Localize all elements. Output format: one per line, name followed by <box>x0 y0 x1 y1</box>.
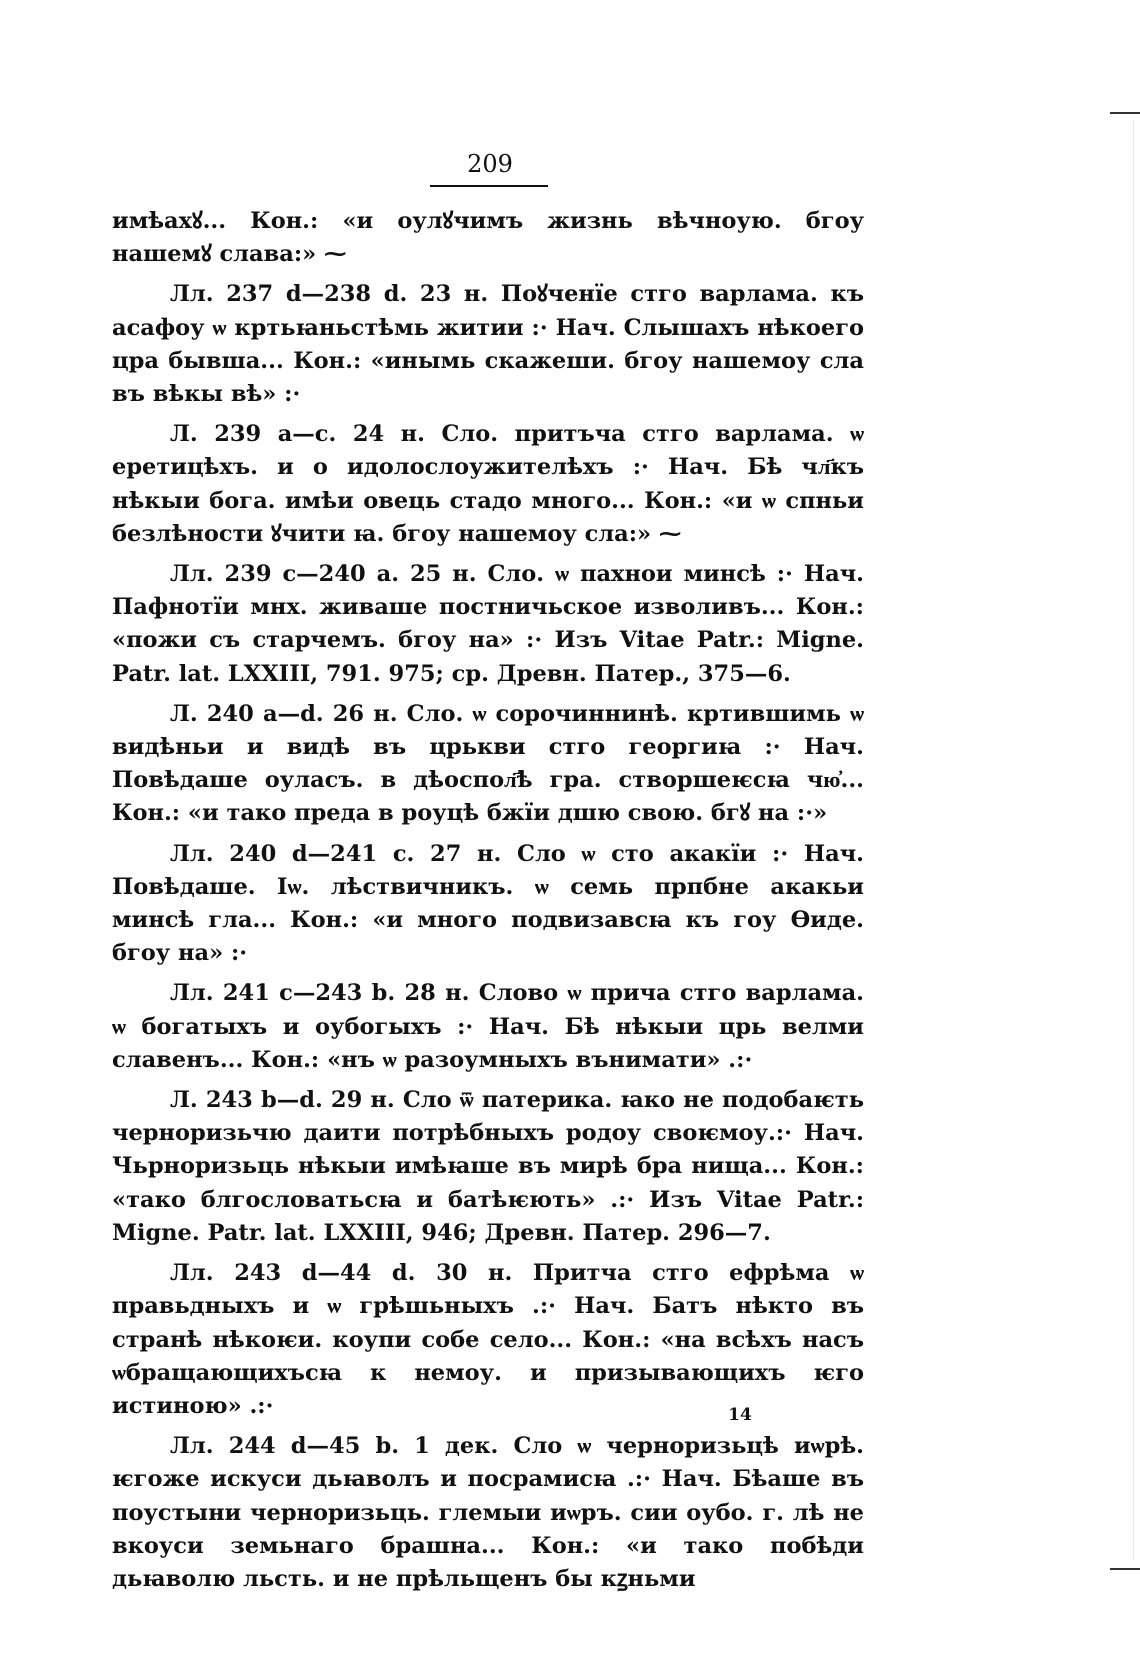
page-number-rule <box>430 185 548 187</box>
entry-paragraph: Л. 239 а—с. 24 н. Сло. притъча стго варлама. ѡ еретицѣхъ. и о идолослоужителѣхъ :· Нач. Бѣ чл҃къ нѣкыи бога. имѣи овець стадо много... Кон.: «и ѡ спньи безлѣности ꙋчити ꙗ. бгоу нашемоу сла:» ⁓ <box>112 421 864 547</box>
entry-paragraph: Лл. 243 d—44 d. 30 н. Притча стго ефрѣма ѡ правьдныхъ и ѡ грѣшьныхъ .:· Нач. Батъ нѣкто въ странѣ нѣкоѥи. коупи собе село... Кон.: «на всѣхъ насъ ѡбращающихъсꙗ к немоу. и призывающихъ ѥго истиною» .:· <box>112 1260 864 1419</box>
entry-paragraph: Лл. 240 d—241 с. 27 н. Сло ѡ сто акакїи :· Нач. Повѣдаше. Іѡ. лѣствичникъ. ѡ семь прпбне акакьи минсѣ гла... Кон.: «и много подвизавсꙗ къ гоу Ѳиде. бгоу на» :· <box>112 840 864 967</box>
entry-paragraph: Л. 243 b—d. 29 н. Сло ѿ патерика. ꙗко не подобаѥть черноризьчю даити потрѣбныхъ родоу своѥмоу.:· Нач. Чьрноризьць нѣкыи имѣꙗше въ мирѣ бра нища... Кон.: «тако блгословатьсꙗ и батѣѥють» .:· Изъ Vitae Patr.: Migne. Patr. lat. LXXIII, 946; Древн. Патер. 296—7. <box>112 1087 864 1246</box>
body-text <box>112 205 864 1603</box>
entry-paragraph: Лл. 239 с—240 а. 25 н. Сло. ѡ пахнои минсѣ :· Нач. Пафнотїи мнх. живаше постничьское изволивъ... Кон.: «пожи съ старчемъ. бгоу на» :· Изъ Vitae Patr.: Migne. Patr. lat. LXXIII, 791. 975; ср. Древн. Патер., 375—6. <box>112 561 864 687</box>
page-number: 209 <box>467 150 513 178</box>
entry-paragraph: Лл. 244 d—45 b. 1 дек. Сло ѡ черноризьцѣ иѡрѣ. ѥгоже искуси дьꙗволъ и посрамисꙗ .:· Нач. Бѣаше въ поустыни черноризьць. глемыи иѡръ. сии оубо. г. лѣ не вкоуси земьнаго брашна... Кон.: «и тако побѣди дьꙗволю льсть. и не прѣльщенъ бы кꙁньми <box>112 1433 864 1592</box>
signature-mark: 14 <box>728 1405 752 1425</box>
entry-paragraph: Лл. 237 d—238 d. 23 н. Поꙋченїе стго варлама. къ асафоу ѡ кртьꙗньстѣмь житии :· Нач. Слышахъ нѣкоего цра бывша... Кон.: «инымь скажеши. бгоу нашемоу сла въ вѣкы вѣ» :· <box>112 281 864 408</box>
paragraph-continuation: имѣахꙋ... Кон.: «и оулꙋчимъ жизнь вѣчноую. бгоу нашемꙋ слава:» ⁓ <box>112 208 864 268</box>
edge-mark-top <box>1110 112 1140 114</box>
edge-mark-bottom <box>1110 1568 1140 1570</box>
entry-paragraph: Лл. 241 с—243 b. 28 н. Слово ѡ прича стго варлама. ѡ богатыхъ и оубогыхъ :· Нач. Бѣ нѣкыи црь велми славенъ... Кон.: «нъ ѡ разоумныхъ вънимати» .:· <box>112 980 864 1073</box>
entry-paragraph: Л. 240 а—d. 26 н. Сло. ѡ сорочиннинѣ. кртившимь ѡ видѣньи и видѣ въ црькви стго георгиꙗ :· Нач. Повѣдаше оуласъ. в дѣоспол҃ѣ гра. створшеѥсꙗ чю҆... Кон.: «и тако преда в роуцѣ бжїи дшю свою. бгꙋ на :·» <box>112 700 864 827</box>
page-edge-line <box>1133 120 1134 1560</box>
